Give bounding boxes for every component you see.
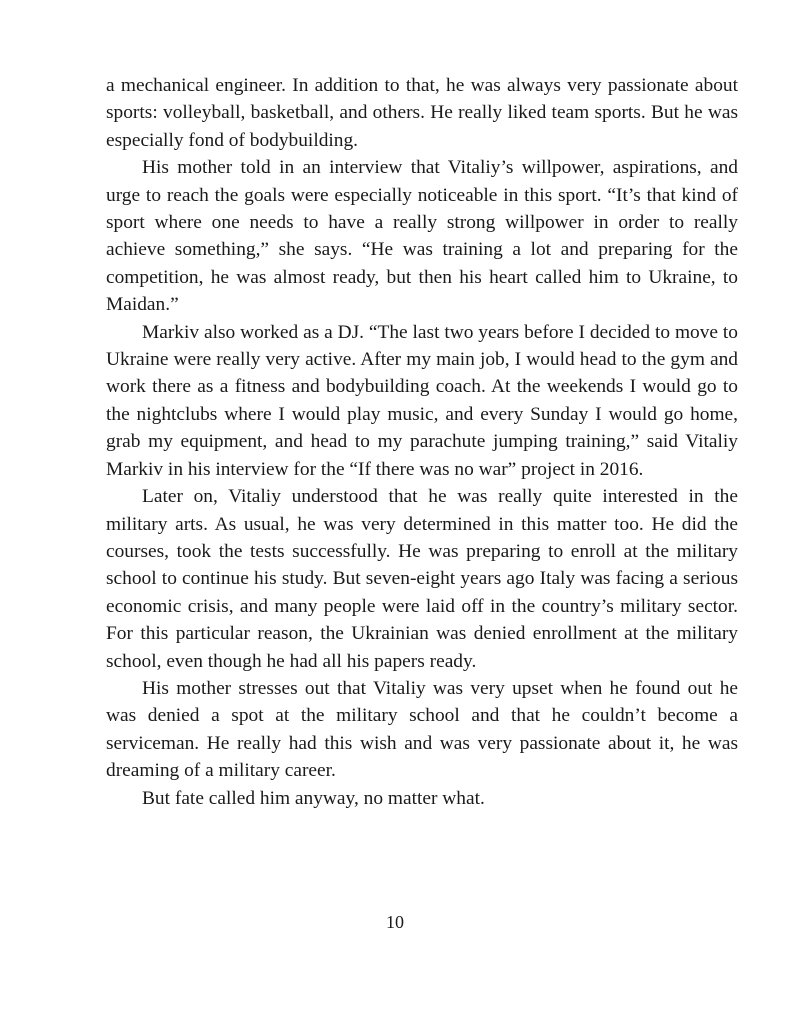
page-body-text <box>106 72 738 812</box>
paragraph-military-arts: Later on, Vitaliy understood that he was really quite interested in the military arts. As usual, he was very determined in this matter too. He did the courses, took the tests successfully. He was preparing to enroll at the military school to continue his study. But seven-eight years ago Italy was facing a serious economic crisis, and many people were laid off in the country’s military sector. For this particular reason, the Ukrainian was denied enrollment at the military school, even though he had all his papers ready. <box>106 486 738 672</box>
paragraph-dj: Markiv also worked as a DJ. “The last two years before I decided to move to Ukraine were really very active. After my main job, I would head to the gym and work there as a fitness and bodybuilding coach. At the weekends I would go to the nightclubs where I would play music, and every Sunday I would go home, grab my equipment, and head to my parachute jumping training,” said Vitaliy Markiv in his interview for the “If there was no war” project in 2016. <box>106 321 738 480</box>
page-number: 10 <box>386 912 404 932</box>
paragraph-mother-upset: His mother stresses out that Vitaliy was very upset when he found out he was denied a spot at the military school and that he couldn’t become a serviceman. He really had this wish and was very passionate about it, he was dreaming of a military career. <box>106 677 738 782</box>
paragraph-mother-interview: His mother told in an interview that Vitaliy’s willpower, aspirations, and urge to reach the goals were especially noticeable in this sport. “It’s that kind of sport where one needs to have a really strong willpower in order to really achieve something,” she says. “He was training a lot and preparing for the competition, he was almost ready, but then his heart called him to Ukraine, to Maidan.” <box>106 157 738 316</box>
paragraph-continued: a mechanical engineer. In addition to that, he was always very passionate about sports: volleyball, basketball, and others. He really liked team sports. But he was especially fond of bodybuilding. <box>106 75 738 151</box>
paragraph-fate: But fate called him anyway, no matter what. <box>142 787 485 809</box>
